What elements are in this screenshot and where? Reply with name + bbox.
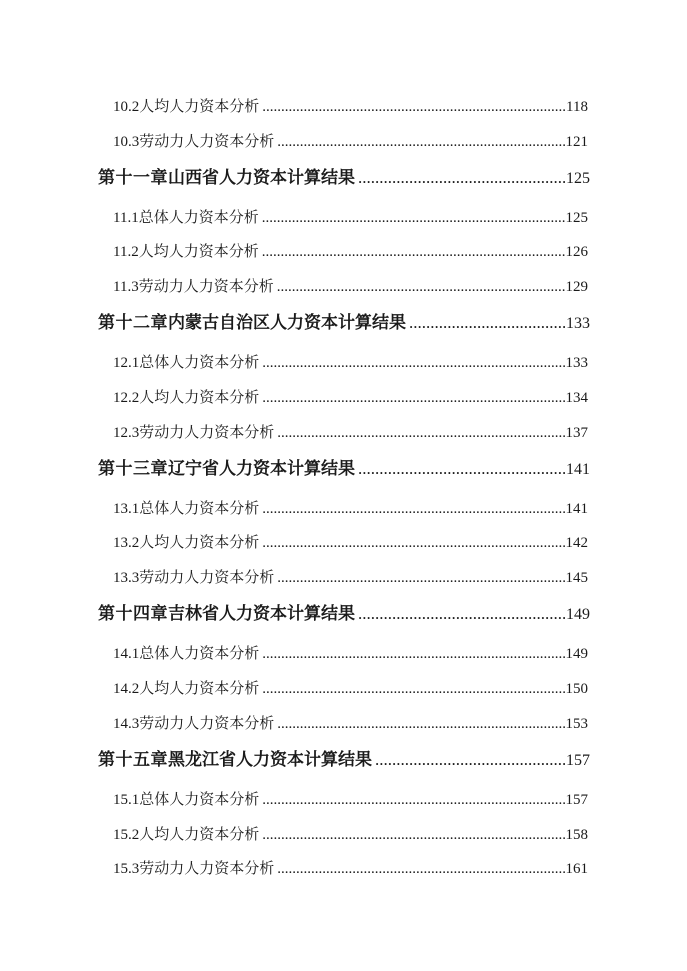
section-title: 劳动力人力资本分析 bbox=[139, 134, 275, 150]
toc-entry-15-3[interactable] bbox=[113, 857, 588, 878]
toc-entry-11-3[interactable] bbox=[113, 275, 588, 296]
chapter-title: 黑龙江省人力资本计算结果 bbox=[168, 750, 372, 769]
dot-leader bbox=[277, 279, 565, 296]
section-title: 劳动力人力资本分析 bbox=[138, 279, 274, 295]
toc-entry-10-2[interactable] bbox=[113, 95, 588, 116]
toc-chapter-12[interactable] bbox=[98, 308, 590, 333]
section-title: 劳动力人力资本分析 bbox=[139, 570, 275, 586]
dot-leader bbox=[262, 210, 565, 227]
chapter-title: 内蒙古自治区人力资本计算结果 bbox=[168, 313, 406, 332]
page-number: 149 bbox=[566, 606, 590, 623]
dot-leader bbox=[262, 535, 564, 552]
toc-entry-11-2[interactable] bbox=[113, 240, 588, 261]
toc-entry-12-1[interactable] bbox=[113, 351, 588, 372]
dot-leader bbox=[409, 313, 565, 333]
section-number: 12.2 bbox=[113, 390, 140, 406]
toc-entry-15-2[interactable] bbox=[113, 823, 588, 844]
toc-entry-12-2[interactable] bbox=[113, 386, 588, 407]
section-number: 11.1 bbox=[113, 210, 139, 226]
page-number: 137 bbox=[565, 425, 588, 441]
section-number: 15.3 bbox=[113, 861, 140, 877]
page-number: 125 bbox=[566, 170, 590, 187]
section-title: 劳动力人力资本分析 bbox=[139, 716, 275, 732]
page-number: 157 bbox=[566, 752, 590, 769]
chapter-number: 第十四章 bbox=[98, 604, 168, 623]
dot-leader bbox=[277, 716, 564, 733]
dot-leader bbox=[277, 134, 564, 151]
dot-leader bbox=[277, 861, 564, 878]
dot-leader bbox=[277, 425, 564, 442]
page-number: 153 bbox=[565, 716, 588, 732]
page-number: 133 bbox=[566, 315, 590, 332]
dot-leader bbox=[358, 604, 565, 624]
dot-leader bbox=[262, 244, 565, 261]
dot-leader bbox=[358, 459, 565, 479]
chapter-number: 第十三章 bbox=[98, 459, 168, 478]
toc-entry-14-1[interactable] bbox=[113, 642, 588, 663]
section-number: 10.3 bbox=[113, 134, 140, 150]
page-number: 141 bbox=[565, 501, 588, 517]
section-number: 13.2 bbox=[113, 535, 140, 551]
section-title: 总体人力资本分析 bbox=[138, 210, 259, 226]
page-number: 142 bbox=[565, 535, 588, 551]
dot-leader bbox=[262, 501, 564, 518]
section-number: 14.1 bbox=[113, 646, 140, 662]
toc-chapter-11[interactable] bbox=[98, 163, 590, 188]
toc-entry-11-1[interactable] bbox=[113, 206, 588, 227]
toc-entry-13-2[interactable] bbox=[113, 531, 588, 552]
section-title: 总体人力资本分析 bbox=[139, 792, 260, 808]
page-number: 149 bbox=[565, 646, 588, 662]
page-number: 161 bbox=[565, 861, 588, 877]
page-number: 125 bbox=[565, 210, 588, 226]
toc-chapter-13[interactable] bbox=[98, 454, 590, 479]
section-number: 11.2 bbox=[113, 244, 139, 260]
section-title: 人均人力资本分析 bbox=[139, 681, 260, 697]
toc-entry-13-3[interactable] bbox=[113, 566, 588, 587]
dot-leader bbox=[358, 168, 565, 188]
section-title: 人均人力资本分析 bbox=[138, 244, 259, 260]
dot-leader bbox=[375, 750, 565, 770]
page-number: 133 bbox=[565, 355, 588, 371]
toc-entry-12-3[interactable] bbox=[113, 421, 588, 442]
section-title: 人均人力资本分析 bbox=[139, 827, 260, 843]
section-number: 12.1 bbox=[113, 355, 140, 371]
section-number: 14.2 bbox=[113, 681, 140, 697]
page-number: 158 bbox=[565, 827, 588, 843]
dot-leader bbox=[262, 355, 564, 372]
page-number: 141 bbox=[566, 461, 590, 478]
section-number: 10.2 bbox=[113, 99, 140, 115]
dot-leader bbox=[262, 99, 565, 116]
section-number: 14.3 bbox=[113, 716, 140, 732]
section-title: 人均人力资本分析 bbox=[139, 390, 260, 406]
dot-leader bbox=[262, 792, 564, 809]
chapter-title: 山西省人力资本计算结果 bbox=[168, 168, 355, 187]
toc-entry-10-3[interactable] bbox=[113, 130, 588, 151]
section-title: 人均人力资本分析 bbox=[139, 535, 260, 551]
section-title: 总体人力资本分析 bbox=[139, 501, 260, 517]
section-title: 总体人力资本分析 bbox=[139, 355, 260, 371]
chapter-number: 第十二章 bbox=[98, 313, 168, 332]
dot-leader bbox=[277, 570, 564, 587]
section-number: 13.3 bbox=[113, 570, 140, 586]
chapter-title: 辽宁省人力资本计算结果 bbox=[168, 459, 355, 478]
toc-entry-13-1[interactable] bbox=[113, 497, 588, 518]
toc-chapter-15[interactable] bbox=[98, 745, 590, 770]
section-title: 劳动力人力资本分析 bbox=[139, 861, 275, 877]
chapter-title: 吉林省人力资本计算结果 bbox=[168, 604, 355, 623]
dot-leader bbox=[262, 681, 564, 698]
page-number: 118 bbox=[566, 99, 588, 115]
page-number: 157 bbox=[565, 792, 588, 808]
page-number: 121 bbox=[565, 134, 588, 150]
section-number: 12.3 bbox=[113, 425, 140, 441]
dot-leader bbox=[262, 827, 564, 844]
page-number: 145 bbox=[565, 570, 588, 586]
section-number: 15.2 bbox=[113, 827, 140, 843]
dot-leader bbox=[262, 390, 564, 407]
chapter-number: 第十一章 bbox=[98, 168, 168, 187]
page-number: 129 bbox=[565, 279, 588, 295]
section-title: 劳动力人力资本分析 bbox=[139, 425, 275, 441]
page-number: 150 bbox=[565, 681, 588, 697]
section-number: 15.1 bbox=[113, 792, 140, 808]
page-number: 126 bbox=[565, 244, 588, 260]
toc-chapter-14[interactable] bbox=[98, 599, 590, 624]
section-title: 总体人力资本分析 bbox=[139, 646, 260, 662]
page-number: 134 bbox=[565, 390, 588, 406]
section-number: 13.1 bbox=[113, 501, 140, 517]
section-number: 11.3 bbox=[113, 279, 139, 295]
toc-entry-15-1[interactable] bbox=[113, 788, 588, 809]
section-title: 人均人力资本分析 bbox=[139, 99, 260, 115]
dot-leader bbox=[262, 646, 564, 663]
toc-entry-14-3[interactable] bbox=[113, 712, 588, 733]
chapter-number: 第十五章 bbox=[98, 750, 168, 769]
toc-entry-14-2[interactable] bbox=[113, 677, 588, 698]
